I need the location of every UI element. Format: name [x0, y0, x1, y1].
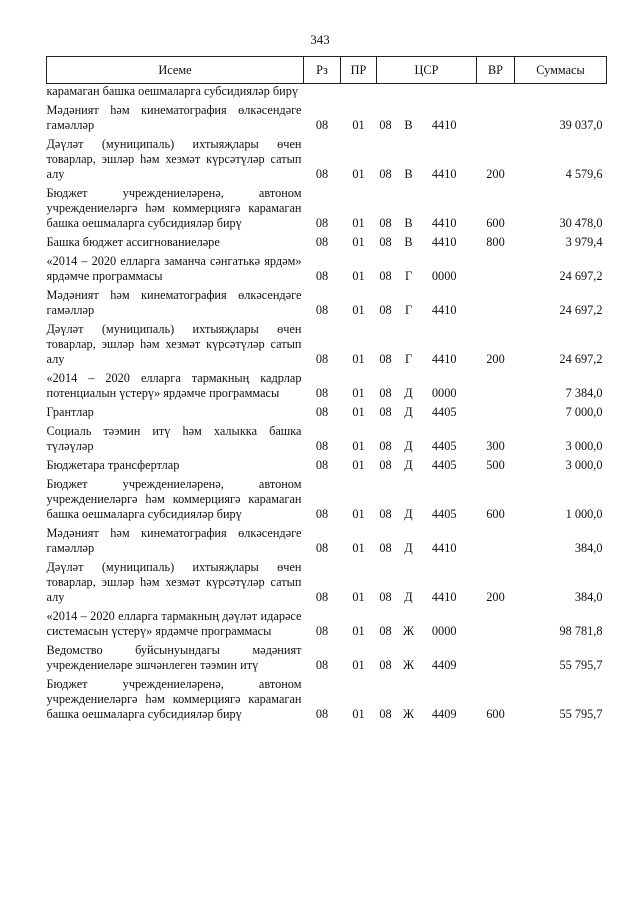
- header-csr: ЦСР: [377, 57, 477, 84]
- row-name: Бюджет учреждениеләренә, автоном учреждениеләргә һәм коммерциягә карамаган башка оешмаларга субсидияләр бирү: [46, 477, 302, 521]
- row-name: «2014 – 2020 елларга тармакның кадрлар потенциалын үстерү» ярдәмче программасы: [46, 371, 302, 400]
- row-vr: 600: [486, 216, 505, 230]
- row-pr: 01: [352, 507, 365, 521]
- row-name: Мәдәният һәм кинематография өлкәсендәге гамәлләр: [46, 103, 302, 132]
- row-csr-part-c: 4410: [431, 541, 457, 555]
- row-csr-part-c: 4410: [431, 167, 457, 181]
- table-body: [47, 84, 607, 723]
- row-sum: 3 000,0: [565, 458, 603, 472]
- row-csr-part-b: В: [404, 235, 413, 249]
- row-rz: 08: [315, 118, 329, 132]
- row-csr: [377, 673, 477, 722]
- row-csr-part-b: Ж: [402, 707, 415, 721]
- row-sum: 7 000,0: [565, 405, 603, 419]
- row-rz: 08: [315, 405, 329, 419]
- header-vr: ВР: [477, 57, 515, 84]
- row-name: Бюджетара трансфертлар: [46, 458, 180, 472]
- row-csr-part-c: 0000: [431, 386, 457, 400]
- row-vr: 600: [486, 707, 505, 721]
- table-row: [47, 99, 607, 133]
- row-pr: 01: [352, 541, 365, 555]
- row-csr-part-a: 08: [379, 386, 392, 400]
- row-name: «2014 – 2020 елларга тармакның дәүләт идарәсе системасын үстерү» ярдәмче программасы: [46, 609, 302, 638]
- row-sum: 24 697,2: [559, 269, 603, 283]
- row-csr-part-b: Ж: [402, 624, 415, 638]
- row-csr-part-b: В: [404, 216, 413, 230]
- row-name: Башка бюджет ассигнованиеләре: [46, 235, 220, 249]
- row-pr: 01: [352, 590, 365, 604]
- row-sum: 4 579,6: [565, 167, 603, 181]
- row-sum: 39 037,0: [559, 118, 603, 132]
- table-row: [47, 84, 607, 100]
- row-csr-part-c: 4410: [431, 235, 457, 249]
- row-rz: 08: [315, 386, 329, 400]
- table-row: [47, 133, 607, 182]
- table-row: [47, 182, 607, 231]
- row-csr-part-a: 08: [379, 590, 392, 604]
- row-name: «2014 – 2020 елларга заманча сәнгатькә ярдәм» ярдәмче программасы: [46, 254, 302, 283]
- table-row: [47, 454, 607, 473]
- row-name: Дәүләт (муниципаль) ихтыяҗлары өчен товарлар, эшләр һәм хезмәт күрсәтүләр сатып алу: [46, 322, 302, 366]
- row-vr: 300: [486, 439, 505, 453]
- row-csr-part-c: 0000: [431, 269, 457, 283]
- row-csr-part-b: Д: [404, 386, 413, 400]
- row-csr-part-c: 4410: [431, 590, 457, 604]
- row-csr: [377, 639, 477, 673]
- row-sum: 30 478,0: [559, 216, 603, 230]
- table-row: [47, 556, 607, 605]
- row-csr: [377, 605, 477, 639]
- header-rz: Рз: [304, 57, 341, 84]
- row-csr: [377, 473, 477, 522]
- row-csr-part-b: Д: [404, 590, 413, 604]
- header-name: Исеме: [47, 57, 304, 84]
- table-row: [47, 401, 607, 420]
- row-csr-part-a: 08: [379, 541, 392, 555]
- row-csr-part-b: Г: [404, 303, 413, 317]
- row-vr: [477, 99, 515, 133]
- row-csr: [377, 99, 477, 133]
- row-sum: 98 781,8: [559, 624, 603, 638]
- row-rz: 08: [315, 541, 329, 555]
- row-csr: [377, 522, 477, 556]
- row-csr: [377, 231, 477, 250]
- row-rz: [304, 84, 341, 100]
- row-vr: [477, 84, 515, 100]
- row-pr: 01: [352, 118, 365, 132]
- row-pr: 01: [352, 269, 365, 283]
- row-csr-part-a: 08: [379, 235, 392, 249]
- budget-table: [46, 56, 607, 722]
- row-csr-part-c: 4409: [431, 658, 457, 672]
- row-sum: 3 979,4: [565, 235, 603, 249]
- row-vr: [477, 250, 515, 284]
- row-csr-part-a: 08: [379, 216, 392, 230]
- row-sum: 1 000,0: [565, 507, 603, 521]
- row-csr-part-a: 08: [379, 269, 392, 283]
- row-csr-part-a: 08: [379, 507, 392, 521]
- table-row: [47, 231, 607, 250]
- row-pr: [341, 84, 377, 100]
- row-csr-part-a: 08: [379, 658, 392, 672]
- row-csr-part-b: Д: [404, 405, 413, 419]
- row-vr: [477, 605, 515, 639]
- row-vr: 500: [486, 458, 505, 472]
- row-pr: 01: [352, 707, 365, 721]
- row-csr-part-a: 08: [379, 303, 392, 317]
- row-pr: 01: [352, 235, 365, 249]
- row-csr-part-c: 4405: [431, 439, 457, 453]
- row-csr-part-c: 4405: [431, 405, 457, 419]
- row-csr: [377, 556, 477, 605]
- row-sum: 24 697,2: [559, 352, 603, 366]
- row-csr-part-c: 4409: [431, 707, 457, 721]
- row-rz: 08: [315, 303, 329, 317]
- row-name: Социаль тәэмин итү һәм халыкка башка түләүләр: [46, 424, 302, 453]
- row-rz: 08: [315, 352, 329, 366]
- row-pr: 01: [352, 167, 365, 181]
- row-csr-part-a: 08: [379, 458, 392, 472]
- row-rz: 08: [315, 507, 329, 521]
- row-csr-part-a: 08: [379, 352, 392, 366]
- row-csr-part-c: 4410: [431, 303, 457, 317]
- row-csr-part-b: В: [404, 118, 413, 132]
- row-csr-part-c: 4405: [431, 458, 457, 472]
- row-vr: 200: [486, 590, 505, 604]
- row-name: Грантлар: [46, 405, 94, 419]
- row-csr-part-b: В: [404, 167, 413, 181]
- row-csr-part-a: 08: [379, 624, 392, 638]
- table-header-row: [47, 57, 607, 84]
- row-vr: [477, 639, 515, 673]
- row-csr: [377, 284, 477, 318]
- row-csr-part-c: 4410: [431, 118, 457, 132]
- row-vr: [477, 401, 515, 420]
- row-pr: 01: [352, 624, 365, 638]
- row-csr-part-a: 08: [379, 707, 392, 721]
- row-rz: 08: [315, 458, 329, 472]
- row-sum: 55 795,7: [559, 658, 603, 672]
- row-vr: 600: [486, 507, 505, 521]
- row-rz: 08: [315, 167, 329, 181]
- row-vr: 200: [486, 167, 505, 181]
- row-csr-part-b: Д: [404, 541, 413, 555]
- table-row: [47, 420, 607, 454]
- table-row: [47, 605, 607, 639]
- row-rz: 08: [315, 216, 329, 230]
- row-name: Дәүләт (муниципаль) ихтыяҗлары өчен товарлар, эшләр һәм хезмәт күрсәтүләр сатып алу: [46, 137, 302, 181]
- row-name: Мәдәният һәм кинематография өлкәсендәге гамәлләр: [46, 288, 302, 317]
- table-row: [47, 673, 607, 722]
- row-pr: 01: [352, 352, 365, 366]
- row-sum: 7 384,0: [565, 386, 603, 400]
- row-sum: 24 697,2: [559, 303, 603, 317]
- row-csr: [377, 133, 477, 182]
- row-vr: [477, 367, 515, 401]
- row-rz: 08: [315, 235, 329, 249]
- row-pr: 01: [352, 458, 365, 472]
- table-row: [47, 318, 607, 367]
- row-pr: 01: [352, 386, 365, 400]
- row-rz: 08: [315, 590, 329, 604]
- row-csr: [377, 454, 477, 473]
- row-csr-part-b: Д: [404, 458, 413, 472]
- row-name: Бюджет учреждениеләренә, автоном учреждениеләргә һәм коммерциягә карамаган башка оешмаларга субсидияләр бирү: [46, 677, 302, 721]
- header-pr: ПР: [341, 57, 377, 84]
- row-sum: [515, 84, 607, 100]
- row-pr: 01: [352, 405, 365, 419]
- table-row: [47, 522, 607, 556]
- row-sum: 3 000,0: [565, 439, 603, 453]
- table-row: [47, 639, 607, 673]
- row-sum: 384,0: [574, 590, 603, 604]
- table-row: [47, 250, 607, 284]
- row-csr-part-b: Д: [404, 507, 413, 521]
- row-rz: 08: [315, 439, 329, 453]
- row-csr-part-a: 08: [379, 167, 392, 181]
- row-csr-part-b: Ж: [402, 658, 415, 672]
- row-csr: [377, 250, 477, 284]
- row-csr: [377, 84, 477, 100]
- row-rz: 08: [315, 269, 329, 283]
- table-row: [47, 284, 607, 318]
- row-csr: [377, 401, 477, 420]
- row-csr-part-b: Д: [404, 439, 413, 453]
- row-csr-part-a: 08: [379, 439, 392, 453]
- row-vr: [477, 522, 515, 556]
- table-row: [47, 367, 607, 401]
- row-csr-part-c: 4410: [431, 352, 457, 366]
- row-vr: 200: [486, 352, 505, 366]
- row-pr: 01: [352, 216, 365, 230]
- row-pr: 01: [352, 303, 365, 317]
- row-csr: [377, 367, 477, 401]
- row-sum: 384,0: [574, 541, 603, 555]
- row-csr-part-b: Г: [404, 269, 413, 283]
- row-rz: 08: [315, 707, 329, 721]
- row-csr-part-a: 08: [379, 118, 392, 132]
- row-csr: [377, 182, 477, 231]
- row-vr: [477, 284, 515, 318]
- row-csr-part-c: 4405: [431, 507, 457, 521]
- row-csr-part-c: 0000: [431, 624, 457, 638]
- row-csr: [377, 420, 477, 454]
- row-csr-part-c: 4410: [431, 216, 457, 230]
- row-name: Ведомство буйсынуындагы мәдәният учреждениеләре эшчәнлеген тәэмин итү: [46, 643, 302, 672]
- row-name: карамаган башка оешмаларга субсидияләр бирү: [46, 84, 298, 98]
- row-csr: [377, 318, 477, 367]
- row-csr-part-a: 08: [379, 405, 392, 419]
- row-csr-part-b: Г: [404, 352, 413, 366]
- row-name: Бюджет учреждениеләренә, автоном учреждениеләргә һәм коммерциягә карамаган башка оешмаларга субсидияләр бирү: [46, 186, 302, 230]
- row-name: Мәдәният һәм кинематография өлкәсендәге гамәлләр: [46, 526, 302, 555]
- page-number: 343: [310, 32, 330, 47]
- table-row: [47, 473, 607, 522]
- row-pr: 01: [352, 439, 365, 453]
- row-vr: 800: [486, 235, 505, 249]
- row-pr: 01: [352, 658, 365, 672]
- row-rz: 08: [315, 624, 329, 638]
- row-sum: 55 795,7: [559, 707, 603, 721]
- row-rz: 08: [315, 658, 329, 672]
- row-name: Дәүләт (муниципаль) ихтыяҗлары өчен товарлар, эшләр һәм хезмәт күрсәтүләр сатып алу: [46, 560, 302, 604]
- header-sum: Суммасы: [515, 57, 607, 84]
